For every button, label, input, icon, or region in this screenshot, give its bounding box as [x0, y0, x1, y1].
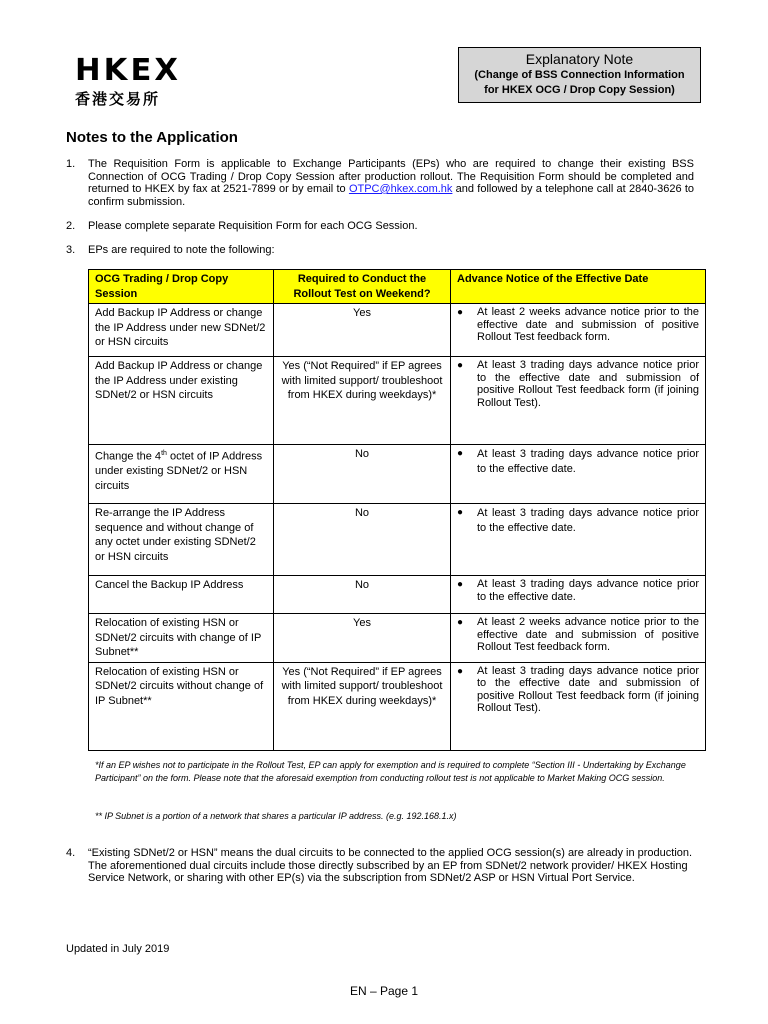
cell-session: Add Backup IP Address or change the IP Address under new SDNet/2 or HSN circuits: [89, 304, 274, 357]
bullet-icon: ●: [457, 307, 464, 318]
cell-rollout-test: Yes: [274, 614, 451, 663]
explanatory-title: Explanatory Note: [525, 51, 634, 67]
explanatory-note-box: [458, 47, 701, 103]
page-heading: Notes to the Application: [66, 129, 238, 146]
bullet-icon: ●: [457, 360, 464, 371]
cell-session: Add Backup IP Address or change the IP Address under existing SDNet/2 or HSN circuits: [89, 357, 274, 445]
note-text: EPs are required to note the following:: [88, 244, 275, 256]
updated-date: Updated in July 2019: [66, 943, 170, 955]
logo-latin: HKEX: [75, 53, 182, 88]
header-rollout-test: Required to Conduct the Rollout Test on Weekend?: [274, 270, 451, 304]
note-text: Please complete separate Requisition Form for each OCG Session.: [88, 220, 418, 232]
cell-rollout-test: Yes: [274, 304, 451, 357]
email-link[interactable]: OTPC@hkex.com.hk: [348, 183, 453, 195]
note-item-2: [66, 220, 694, 233]
bullet-icon: ●: [457, 617, 464, 628]
table-row: [89, 576, 706, 614]
table-row: [89, 357, 706, 445]
footnote-single: *If an EP wishes not to participate in the Rollout Test, EP can apply for exemption and is required to complete “Section III - Undertaking by Exchange Participant” on the form. Please note that the aforesaid exemption from conducting rollout test is not applicable to Market Making OCG session.: [95, 760, 686, 783]
logo-chinese: 香港交易所: [75, 90, 161, 108]
header-session: OCG Trading / Drop Copy Session: [89, 270, 274, 304]
cell-notice: At least 2 weeks advance notice prior to the effective date and submission of positive Rollout Test feedback form.: [477, 306, 699, 343]
cell-session: Change the 4th octet of IP Address under existing SDNet/2 or HSN circuits: [89, 445, 274, 504]
header-advance-notice: Advance Notice of the Effective Date: [451, 270, 706, 304]
bullet-icon: ●: [457, 579, 464, 590]
bullet-icon: ●: [457, 665, 464, 677]
bullet-icon: ●: [457, 507, 464, 518]
note-number: 2.: [66, 220, 76, 232]
cell-session: Re-arrange the IP Address sequence and without change of any octet under existing SDNet/2 or HSN circuits: [89, 504, 274, 576]
cell-rollout-test: No: [274, 576, 451, 614]
note-text: The Requisition Form is applicable to Exchange Participants (EPs) who are required to change their existing BSS Connection of OCG Trading / Drop Copy Session after production rollout. The Requisition Form should be completed and returned to HKEX by fax at 2521-7899 or by email to: [88, 158, 694, 195]
requirements-table: [88, 269, 706, 751]
page-number: EN – Page 1: [349, 984, 419, 998]
note-item-1: [66, 158, 694, 208]
cell-notice: At least 3 trading days advance notice prior to the effective date.: [477, 448, 699, 475]
table-row: [89, 304, 706, 357]
table-header-row: [89, 270, 706, 304]
cell-session: Relocation of existing HSN or SDNet/2 circuits with change of IP Subnet**: [89, 614, 274, 663]
cell-notice: At least 3 trading days advance notice prior to the effective date and submission of positive Rollout Test feedback form (if joining Rollout Test).: [477, 359, 699, 409]
note-text: “Existing SDNet/2 or HSN” means the dual circuits to be connected to the applied OCG session(s) are already in production. The aforementioned dual circuits include those directly subscribed by an EP from SDNet/2 network provider/ HKEX Hosting Service Network, or sharing with other EP(s) via the subscription from SDNet/2 ASP or HSN Virtual Port Service.: [88, 847, 693, 884]
explanatory-line1: (Change of BSS Connection Information: [474, 69, 685, 81]
cell-notice: At least 3 trading days advance notice prior to the effective date and submission of positive Rollout Test feedback form (if joining Rollout Test).: [477, 664, 699, 714]
hkex-logo: [75, 53, 182, 109]
cell-session: Relocation of existing HSN or SDNet/2 circuits without change of IP Subnet**: [89, 662, 274, 750]
cell-rollout-test: Yes (“Not Required” if EP agrees with limited support/ troubleshoot from HKEX during weekdays)*: [274, 357, 451, 445]
note-text: and followed by a telephone call at 2840-3626 to confirm submission.: [88, 183, 695, 208]
table-row: [89, 662, 706, 750]
cell-notice: At least 3 trading days advance notice prior to the effective date.: [477, 507, 699, 534]
cell-rollout-test: No: [274, 504, 451, 576]
cell-session: Cancel the Backup IP Address: [89, 576, 274, 614]
footnote-double: ** IP Subnet is a portion of a network that shares a particular IP address. (e.g. 192.168.1.x): [95, 811, 457, 821]
table-row: [89, 445, 706, 504]
table-row: [89, 614, 706, 663]
cell-rollout-test: No: [274, 445, 451, 504]
explanatory-line2: for HKEX OCG / Drop Copy Session): [484, 84, 675, 96]
bullet-icon: ●: [457, 448, 464, 459]
note-number: 1.: [66, 158, 76, 170]
note-item-4: [66, 847, 694, 885]
note-number: 4.: [66, 847, 76, 859]
cell-notice: At least 2 weeks advance notice prior to the effective date and submission of positive Rollout Test feedback form.: [477, 616, 699, 653]
note-item-3: [66, 244, 694, 257]
note-number: 3.: [66, 244, 76, 256]
cell-rollout-test: Yes (“Not Required” if EP agrees with limited support/ troubleshoot from HKEX during weekdays)*: [274, 662, 451, 750]
cell-notice: At least 3 trading days advance notice prior to the effective date.: [477, 578, 699, 603]
table-row: [89, 504, 706, 576]
